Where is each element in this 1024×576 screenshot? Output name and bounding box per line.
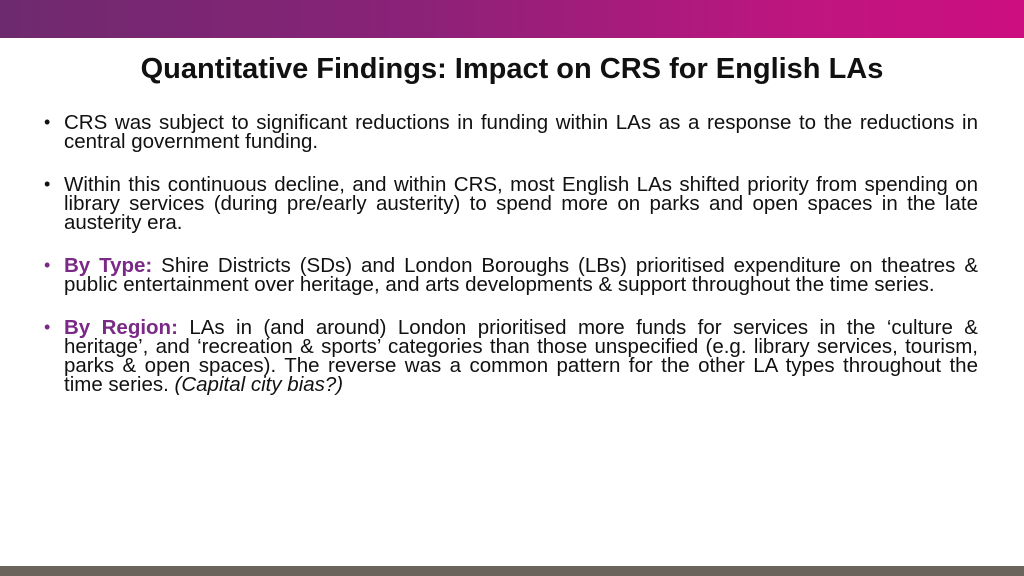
bullet-dot-icon: • [44,317,51,337]
bullet-dot-icon: • [44,174,51,194]
slide-title: Quantitative Findings: Impact on CRS for English LAs [140,53,884,85]
bullet-label: By Type: [64,254,153,277]
footer-band [0,566,1024,576]
bullet-list [44,113,978,418]
bullet-item-priority-shift [44,175,978,232]
bullet-text: Within this continuous decline, and within CRS, most English LAs shifted priority from spending on library services (during pre/early austerity) to spend more on parks and open spaces in the late austerity era. [64,173,978,234]
header-band [0,0,1024,38]
bullet-text: Shire Districts (SDs) and London Boroughs (LBs) prioritised expenditure on theatres & public entertainment over heritage, and arts developments & support throughout the time series. [64,254,979,296]
bullet-dot-icon: • [44,255,51,275]
bullet-italic-note: (Capital city bias?) [174,373,344,396]
bullet-item-funding-reductions [44,113,978,151]
bullet-text: CRS was subject to significant reductions in funding within LAs as a response to the reductions in central government funding. [64,111,978,153]
bullet-item-by-region [44,318,978,394]
bullet-dot-icon: • [44,112,51,132]
bullet-label: By Region: [64,316,178,339]
bullet-text: LAs in (and around) London prioritised more funds for services in the ‘culture & heritage’, and ‘recreation & sports’ categories than those unspecified (e.g. library services, tourism, parks & open spaces). The reverse was a common pattern for the other LA types throughout the time series. [64,316,978,396]
bullet-item-by-type [44,256,978,294]
